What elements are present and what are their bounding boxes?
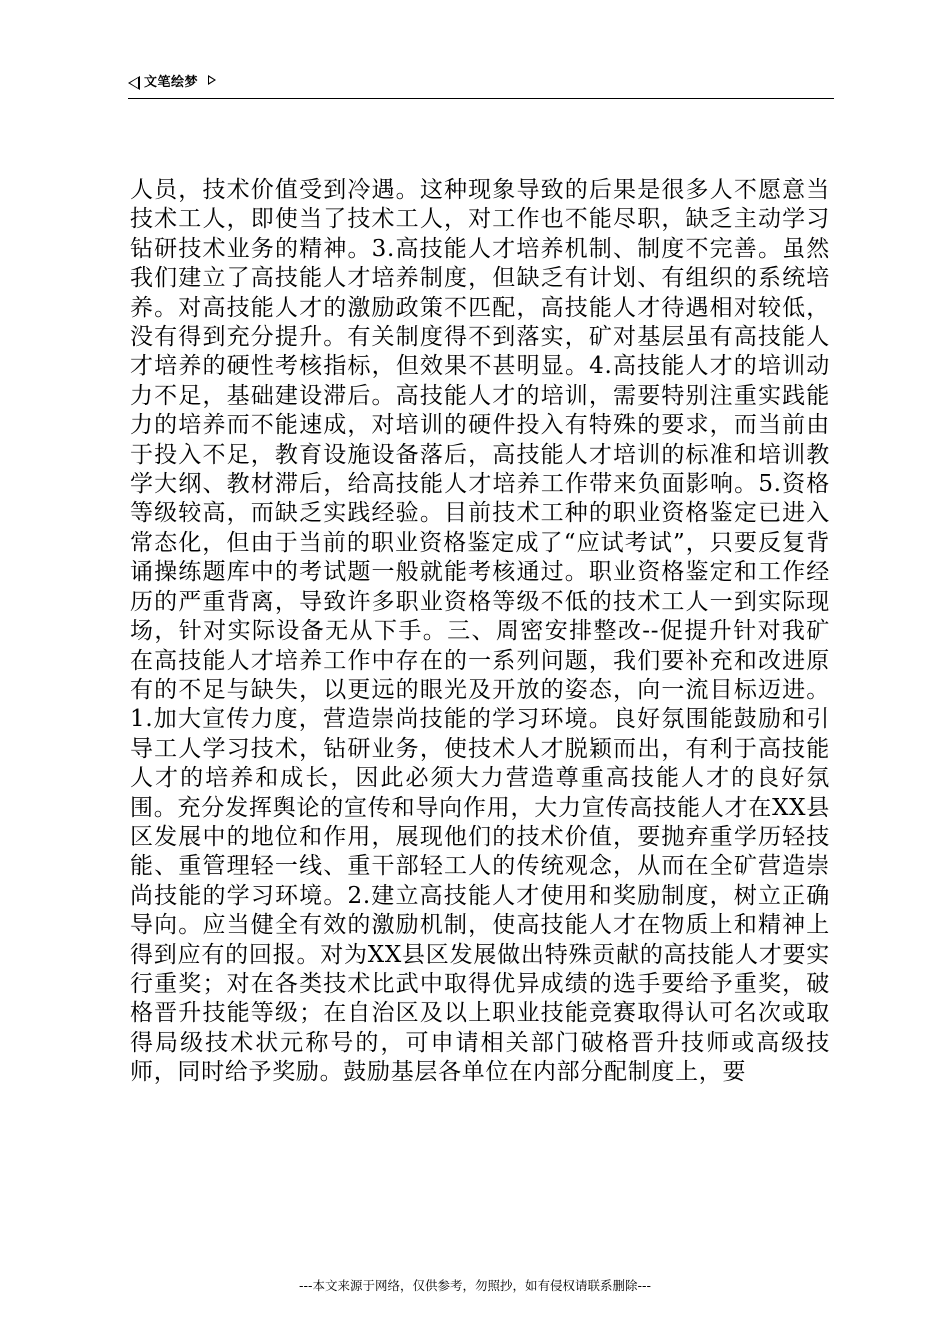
body-paragraph: 人员，技术价值受到冷遇。这种现象导致的后果是很多人不愿意当技术工人，即使当了技术工人，对工作也不能尽职，缺乏主动学习钻研技术业务的精神。3.高技能人才培养机制、制度不完善。虽然我们建立了高技能人才培养制度，但缺乏有计划、有组织的系统培养。对高技能人才的激励政策不匹配，高技能人才待遇相对较低，没有得到充分提升。有关制度得不到落实，矿对基层虽有高技能人才培养的硬性考核指标，但效果不甚明显。4.高技能人才的培训动力不足，基础建设滞后。高技能人才的培训，需要特别注重实践能力的培养而不能速成，对培训的硬件投入有特殊的要求，而当前由于投入不足，教育设施设备落后，高技能人才培训的标准和培训教学大纲、教材滞后，给高技能人才培养工作带来负面影响。5.资格等级较高，而缺乏实践经验。目前技术工种的职业资格鉴定已进入常态化，但由于当前的职业资格鉴定成了“应试考试”，只要反复背诵操练题库中的考试题一般就能考核通过。职业资格鉴定和工作经历的严重背离，导致许多职业资格等级不低的技术工人一到实际现场，针对实际设备无从下手。三、周密安排整改--促提升针对我矿在高技能人才培养工作中存在的一系列问题，我们要补充和改进原有的不足与缺失，以更远的眼光及开放的姿态，向一流目标迈进。1.加大宣传力度，营造崇尚技能的学习环境。良好氛围能鼓励和引导工人学习技术，钻研业务，使技术人才脱颖而出，有利于高技能人才的培养和成长，因此必须大力营造尊重高技能人才的良好氛围。充分发挥舆论的宣传和导向作用，大力宣传高技能人才在XX县区发展中的地位和作用，展现他们的技术价值，要抛弃重学历轻技能、重管理轻一线、重干部轻工人的传统观念，从而在全矿营造崇尚技能的学习环境。2.建立高技能人才使用和奖励制度，树立正确导向。应当健全有效的激励机制，使高技能人才在物质上和精神上得到应有的回报。对为XX县区发展做出特殊贡献的高技能人才要实行重奖；对在各类技术比武中取得优异成绩的选手要给予重奖，破格晋升技能等级；在自治区及以上职业技能竞赛取得认可名次或取得局级技术状元称号的，可申请相关部门破格晋升技师或高级技师，同时给予奖励。鼓励基层各单位在内部分配制度上，要 — [130, 177, 830, 1086]
page-header — [128, 74, 834, 99]
triangle-right-icon — [208, 75, 216, 85]
header-brand — [128, 75, 216, 91]
footer-disclaimer: ---本文来源于网络，仅供参考，勿照抄，如有侵权请联系删除--- — [298, 1278, 652, 1293]
triangle-left-icon — [128, 76, 140, 90]
header-title: 文笔绘梦 — [144, 75, 199, 90]
